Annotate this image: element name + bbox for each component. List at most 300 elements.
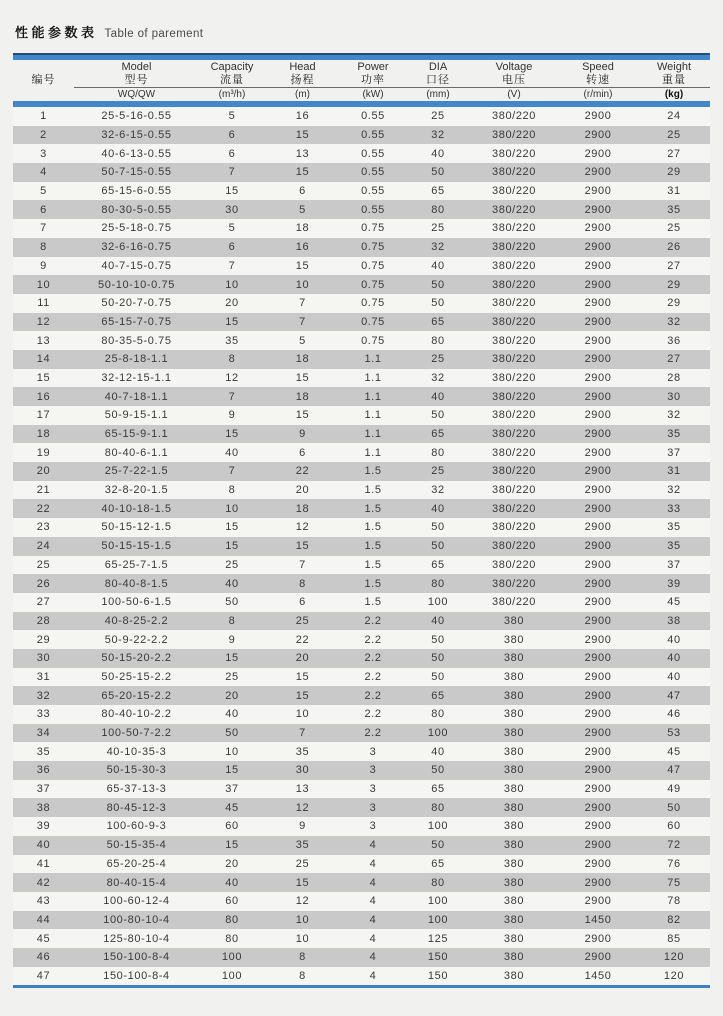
table-cell: 27 xyxy=(667,147,681,160)
table-cell: 380/220 xyxy=(492,166,536,179)
table-cell: 100-50-6-1.5 xyxy=(101,596,172,609)
table-cell: 32 xyxy=(667,409,681,422)
table-cell: 65-20-25-4 xyxy=(106,857,167,870)
table-cell: 2.2 xyxy=(364,652,382,665)
table-cell: 2900 xyxy=(584,334,612,347)
table-cell: 50-9-15-1.1 xyxy=(104,409,169,422)
table-cell: 20 xyxy=(225,857,239,870)
table-cell: 65-37-13-3 xyxy=(106,783,167,796)
header-unit: (kW) xyxy=(362,89,384,100)
table-row xyxy=(13,182,710,201)
table-cell: 380/220 xyxy=(492,353,536,366)
table-cell: 50-15-30-3 xyxy=(106,764,167,777)
table-cell: 80 xyxy=(431,577,445,590)
table-cell: 100 xyxy=(427,913,449,926)
table-cell: 26 xyxy=(667,241,681,254)
table-row xyxy=(13,798,710,817)
table-cell: 100-60-12-4 xyxy=(103,895,170,908)
table-cell: 2900 xyxy=(584,502,612,515)
table-cell: 0.75 xyxy=(361,334,385,347)
table-cell: 15 xyxy=(225,521,239,534)
table-cell: 65-20-15-2.2 xyxy=(101,689,172,702)
table-cell: 22 xyxy=(295,465,310,478)
header-label: Model 型号 xyxy=(74,60,199,88)
table-cell: 2900 xyxy=(584,353,612,366)
table-cell: 20 xyxy=(225,297,239,310)
table-row xyxy=(13,967,710,986)
table-cell: 0.75 xyxy=(361,297,385,310)
table-cell: 80-45-12-3 xyxy=(106,801,167,814)
table-cell: 20 xyxy=(295,652,310,665)
header-unit: (r/min) xyxy=(583,89,613,100)
table-cell: 3 xyxy=(40,147,47,160)
table-cell: 0.75 xyxy=(361,315,385,328)
table-cell: 100 xyxy=(427,727,449,740)
table-cell: 0.55 xyxy=(361,166,385,179)
table-cell: 50-15-20-2.2 xyxy=(101,652,172,665)
table-cell: 60 xyxy=(225,820,239,833)
table-cell: 2900 xyxy=(584,577,612,590)
table-cell: 15 xyxy=(225,428,239,441)
table-cell: 65 xyxy=(431,185,445,198)
table-cell: 380/220 xyxy=(492,110,536,123)
table-cell: 37 xyxy=(667,446,681,459)
table-cell: 2900 xyxy=(584,315,612,328)
table-cell: 4 xyxy=(369,839,377,852)
table-cell: 2.2 xyxy=(364,614,382,627)
table-cell: 20 xyxy=(36,465,51,478)
table-cell: 9 xyxy=(228,633,236,646)
table-cell: 6 xyxy=(228,241,236,254)
table-cell: 380 xyxy=(503,951,525,964)
table-cell: 50 xyxy=(225,596,239,609)
table-cell: 6 xyxy=(228,129,236,142)
table-row xyxy=(13,929,710,948)
table-cell: 25 xyxy=(36,558,51,571)
table-cell: 25-8-18-1.1 xyxy=(104,353,169,366)
table-cell: 1.1 xyxy=(364,371,382,384)
table-cell: 380/220 xyxy=(492,129,536,142)
table-cell: 5 xyxy=(299,203,306,216)
table-cell: 30 xyxy=(225,203,239,216)
table-cell: 150-100-8-4 xyxy=(103,969,170,982)
table-cell: 35 xyxy=(667,428,681,441)
table-cell: 100-80-10-4 xyxy=(103,913,170,926)
table-cell: 9 xyxy=(299,820,306,833)
table-cell: 2900 xyxy=(584,839,612,852)
table-cell: 50 xyxy=(431,670,445,683)
table-row xyxy=(13,144,710,163)
table-cell: 10 xyxy=(36,278,51,291)
table-cell: 380 xyxy=(503,801,525,814)
table-cell: 34 xyxy=(36,727,51,740)
table-cell: 80 xyxy=(225,913,239,926)
table-cell: 10 xyxy=(225,278,239,291)
table-bottom-bar xyxy=(13,985,710,988)
table-cell: 32 xyxy=(667,315,681,328)
table-cell: 15 xyxy=(295,689,310,702)
table-cell: 15 xyxy=(36,371,51,384)
table-cell: 27 xyxy=(667,353,681,366)
table-cell: 35 xyxy=(295,745,310,758)
table-cell: 26 xyxy=(36,577,51,590)
table-cell: 1.1 xyxy=(364,446,382,459)
table-cell: 380 xyxy=(503,652,525,665)
table-cell: 0.75 xyxy=(361,278,385,291)
header-col-4 xyxy=(340,60,406,101)
table-cell: 380/220 xyxy=(492,241,536,254)
table-cell: 40 xyxy=(225,708,239,721)
table-cell: 380 xyxy=(503,969,525,982)
table-row xyxy=(13,780,710,799)
table-cell: 65-15-7-0.75 xyxy=(101,315,172,328)
table-cell: 9 xyxy=(228,409,236,422)
table-cell: 13 xyxy=(295,147,310,160)
header-col-5 xyxy=(406,60,470,101)
table-cell: 2900 xyxy=(584,465,612,478)
table-cell: 2900 xyxy=(584,390,612,403)
table-cell: 32-6-15-0.55 xyxy=(101,129,172,142)
table-cell: 6 xyxy=(299,185,306,198)
table-cell: 1.5 xyxy=(364,558,382,571)
table-cell: 2900 xyxy=(584,596,612,609)
table-cell: 2900 xyxy=(584,446,612,459)
table-cell: 65-15-9-1.1 xyxy=(104,428,169,441)
table-cell: 2900 xyxy=(584,951,612,964)
parameters-table xyxy=(13,53,710,988)
table-row xyxy=(13,612,710,631)
header-col-8 xyxy=(638,60,710,101)
table-cell: 35 xyxy=(667,540,681,553)
table-cell: 15 xyxy=(225,185,239,198)
table-cell: 20 xyxy=(295,484,310,497)
table-cell: 8 xyxy=(228,614,236,627)
table-cell: 1.1 xyxy=(364,428,382,441)
table-cell: 40 xyxy=(431,614,445,627)
table-cell: 46 xyxy=(36,951,51,964)
table-cell: 0.55 xyxy=(361,185,385,198)
table-cell: 65-25-7-1.5 xyxy=(104,558,169,571)
table-cell: 2900 xyxy=(584,241,612,254)
table-cell: 10 xyxy=(225,502,239,515)
table-cell: 15 xyxy=(295,409,310,422)
header-unit: (m) xyxy=(295,89,310,100)
table-cell: 380 xyxy=(503,745,525,758)
table-cell: 25 xyxy=(431,110,445,123)
table-cell: 40 xyxy=(225,446,239,459)
table-cell: 40-10-35-3 xyxy=(106,745,167,758)
table-cell: 2900 xyxy=(584,614,612,627)
table-cell: 80 xyxy=(431,446,445,459)
table-row xyxy=(13,219,710,238)
table-cell: 15 xyxy=(295,876,310,889)
table-cell: 4 xyxy=(40,166,47,179)
table-cell: 12 xyxy=(295,801,310,814)
table-row xyxy=(13,817,710,836)
table-cell: 76 xyxy=(667,857,681,870)
table-row xyxy=(13,107,710,126)
table-cell: 80-35-5-0.75 xyxy=(101,334,172,347)
table-row xyxy=(13,313,710,332)
table-cell: 37 xyxy=(36,783,51,796)
header-unit: (kg) xyxy=(664,89,684,100)
table-cell: 32 xyxy=(431,241,445,254)
table-cell: 150 xyxy=(427,969,449,982)
table-cell: 2900 xyxy=(584,110,612,123)
table-cell: 29 xyxy=(667,166,681,179)
table-cell: 3 xyxy=(369,783,377,796)
table-cell: 39 xyxy=(667,577,681,590)
table-cell: 36 xyxy=(667,334,681,347)
table-cell: 16 xyxy=(36,390,51,403)
table-cell: 1.5 xyxy=(364,540,382,553)
table-cell: 27 xyxy=(667,259,681,272)
table-cell: 380 xyxy=(503,633,525,646)
table-cell: 32 xyxy=(431,484,445,497)
table-cell: 50 xyxy=(431,278,445,291)
table-cell: 80 xyxy=(225,932,239,945)
table-cell: 65-15-6-0.55 xyxy=(101,185,172,198)
table-cell: 100-60-9-3 xyxy=(106,820,167,833)
table-row xyxy=(13,668,710,687)
table-cell: 47 xyxy=(667,689,681,702)
table-cell: 1.5 xyxy=(364,465,382,478)
table-cell: 23 xyxy=(36,521,51,534)
table-cell: 33 xyxy=(667,502,681,515)
table-cell: 60 xyxy=(667,820,681,833)
table-cell: 380/220 xyxy=(492,371,536,384)
table-cell: 1.1 xyxy=(364,353,382,366)
table-cell: 29 xyxy=(667,297,681,310)
table-cell: 22 xyxy=(295,633,310,646)
table-cell: 2900 xyxy=(584,783,612,796)
table-cell: 50 xyxy=(431,839,445,852)
table-cell: 27 xyxy=(36,596,51,609)
table-cell: 380 xyxy=(503,913,525,926)
table-cell: 50 xyxy=(667,801,681,814)
table-cell: 12 xyxy=(36,315,51,328)
page-title xyxy=(0,0,723,44)
table-cell: 1.5 xyxy=(364,484,382,497)
table-cell: 9 xyxy=(40,259,47,272)
table-cell: 53 xyxy=(667,727,681,740)
table-cell: 18 xyxy=(295,353,310,366)
table-cell: 25 xyxy=(431,222,445,235)
table-row xyxy=(13,126,710,145)
table-row xyxy=(13,855,710,874)
table-row xyxy=(13,238,710,257)
table-cell: 35 xyxy=(667,203,681,216)
table-cell: 380/220 xyxy=(492,147,536,160)
table-cell: 13 xyxy=(36,334,51,347)
table-cell: 40 xyxy=(431,390,445,403)
table-cell: 43 xyxy=(36,895,51,908)
table-cell: 4 xyxy=(369,951,377,964)
table-cell: 2 xyxy=(40,129,47,142)
table-cell: 40 xyxy=(431,502,445,515)
table-row xyxy=(13,294,710,313)
table-cell: 22 xyxy=(36,502,51,515)
table-cell: 40 xyxy=(225,876,239,889)
table-cell: 2900 xyxy=(584,558,612,571)
table-cell: 40-10-18-1.5 xyxy=(101,502,172,515)
table-cell: 0.75 xyxy=(361,241,385,254)
table-cell: 50 xyxy=(225,727,239,740)
table-cell: 31 xyxy=(667,185,681,198)
table-cell: 35 xyxy=(225,334,239,347)
table-cell: 6 xyxy=(299,446,306,459)
table-body xyxy=(13,107,710,985)
table-cell: 150-100-8-4 xyxy=(103,951,170,964)
table-cell: 0.75 xyxy=(361,259,385,272)
table-cell: 20 xyxy=(225,689,239,702)
table-cell: 25 xyxy=(667,129,681,142)
table-cell: 4 xyxy=(369,876,377,889)
table-cell: 40 xyxy=(667,670,681,683)
table-cell: 2900 xyxy=(584,745,612,758)
header-col-2 xyxy=(199,60,265,101)
table-row xyxy=(13,163,710,182)
header-label: Capacity 流量 xyxy=(199,60,265,88)
table-cell: 380/220 xyxy=(492,521,536,534)
table-cell: 380 xyxy=(503,839,525,852)
table-row xyxy=(13,911,710,930)
table-cell: 380 xyxy=(503,783,525,796)
table-cell: 30 xyxy=(295,764,310,777)
table-cell: 17 xyxy=(36,409,51,422)
table-cell: 380/220 xyxy=(492,446,536,459)
table-cell: 40 xyxy=(667,652,681,665)
table-row xyxy=(13,593,710,612)
table-cell: 65 xyxy=(431,689,445,702)
table-cell: 2900 xyxy=(584,689,612,702)
table-cell: 2900 xyxy=(584,484,612,497)
table-cell: 2900 xyxy=(584,764,612,777)
table-cell: 50-9-22-2.2 xyxy=(104,633,169,646)
table-cell: 60 xyxy=(225,895,239,908)
table-cell: 80-40-10-2.2 xyxy=(101,708,172,721)
table-cell: 50 xyxy=(431,764,445,777)
table-cell: 100 xyxy=(221,969,243,982)
table-cell: 2900 xyxy=(584,259,612,272)
table-cell: 8 xyxy=(228,484,236,497)
table-cell: 6 xyxy=(40,203,47,216)
table-cell: 125-80-10-4 xyxy=(103,932,170,945)
table-row xyxy=(13,742,710,761)
header-label: Head 扬程 xyxy=(265,60,340,88)
table-cell: 80-40-8-1.5 xyxy=(104,577,169,590)
table-cell: 4 xyxy=(369,969,377,982)
table-cell: 8 xyxy=(299,951,306,964)
table-cell: 1.5 xyxy=(364,596,382,609)
table-cell: 6 xyxy=(299,596,306,609)
table-row xyxy=(13,499,710,518)
table-cell: 50-25-15-2.2 xyxy=(101,670,172,683)
table-cell: 3 xyxy=(369,745,377,758)
table-cell: 2900 xyxy=(584,876,612,889)
table-cell: 29 xyxy=(36,633,51,646)
table-cell: 3 xyxy=(369,820,377,833)
table-row xyxy=(13,705,710,724)
table-cell: 10 xyxy=(295,278,310,291)
table-cell: 16 xyxy=(295,110,310,123)
table-cell: 7 xyxy=(228,390,236,403)
table-cell: 125 xyxy=(427,932,449,945)
table-cell: 50 xyxy=(431,521,445,534)
table-cell: 380/220 xyxy=(492,297,536,310)
table-cell: 40-7-15-0.75 xyxy=(101,259,172,272)
table-cell: 31 xyxy=(667,465,681,478)
table-cell: 44 xyxy=(36,913,51,926)
table-cell: 380/220 xyxy=(492,409,536,422)
table-cell: 32 xyxy=(36,689,51,702)
table-cell: 25-7-22-1.5 xyxy=(104,465,169,478)
table-cell: 82 xyxy=(667,913,681,926)
table-cell: 80-40-6-1.1 xyxy=(104,446,169,459)
table-cell: 8 xyxy=(299,969,306,982)
table-cell: 2900 xyxy=(584,222,612,235)
table-cell: 2900 xyxy=(584,727,612,740)
table-cell: 380/220 xyxy=(492,596,536,609)
table-cell: 380 xyxy=(503,857,525,870)
table-cell: 85 xyxy=(667,932,681,945)
table-cell: 40-6-13-0.55 xyxy=(101,147,172,160)
table-cell: 0.75 xyxy=(361,222,385,235)
table-cell: 15 xyxy=(295,670,310,683)
table-cell: 32 xyxy=(431,129,445,142)
table-cell: 380/220 xyxy=(492,185,536,198)
table-cell: 380 xyxy=(503,708,525,721)
table-cell: 80 xyxy=(431,334,445,347)
table-cell: 80-30-5-0.55 xyxy=(101,203,172,216)
table-cell: 100 xyxy=(427,596,449,609)
table-row xyxy=(13,443,710,462)
table-row xyxy=(13,350,710,369)
table-cell: 1.5 xyxy=(364,521,382,534)
table-cell: 47 xyxy=(36,969,51,982)
table-row xyxy=(13,369,710,388)
table-cell: 7 xyxy=(299,315,306,328)
table-cell: 15 xyxy=(225,540,239,553)
table-cell: 28 xyxy=(667,371,681,384)
table-cell: 15 xyxy=(295,259,310,272)
table-row xyxy=(13,406,710,425)
table-row xyxy=(13,387,710,406)
table-cell: 380 xyxy=(503,895,525,908)
table-row xyxy=(13,892,710,911)
table-cell: 35 xyxy=(295,839,310,852)
table-cell: 380 xyxy=(503,764,525,777)
table-row xyxy=(13,630,710,649)
table-cell: 100 xyxy=(427,820,449,833)
table-cell: 7 xyxy=(228,259,236,272)
table-cell: 16 xyxy=(295,241,310,254)
table-cell: 2900 xyxy=(584,670,612,683)
table-cell: 78 xyxy=(667,895,681,908)
table-cell: 1.1 xyxy=(364,409,382,422)
table-cell: 80 xyxy=(431,801,445,814)
header-unit: (V) xyxy=(507,89,521,100)
table-cell: 72 xyxy=(667,839,681,852)
table-cell: 18 xyxy=(295,222,310,235)
table-row xyxy=(13,200,710,219)
table-cell: 65 xyxy=(431,558,445,571)
table-cell: 32-6-16-0.75 xyxy=(101,241,172,254)
table-cell: 65 xyxy=(431,857,445,870)
table-cell: 50 xyxy=(431,409,445,422)
table-cell: 2900 xyxy=(584,708,612,721)
table-cell: 2.2 xyxy=(364,727,382,740)
